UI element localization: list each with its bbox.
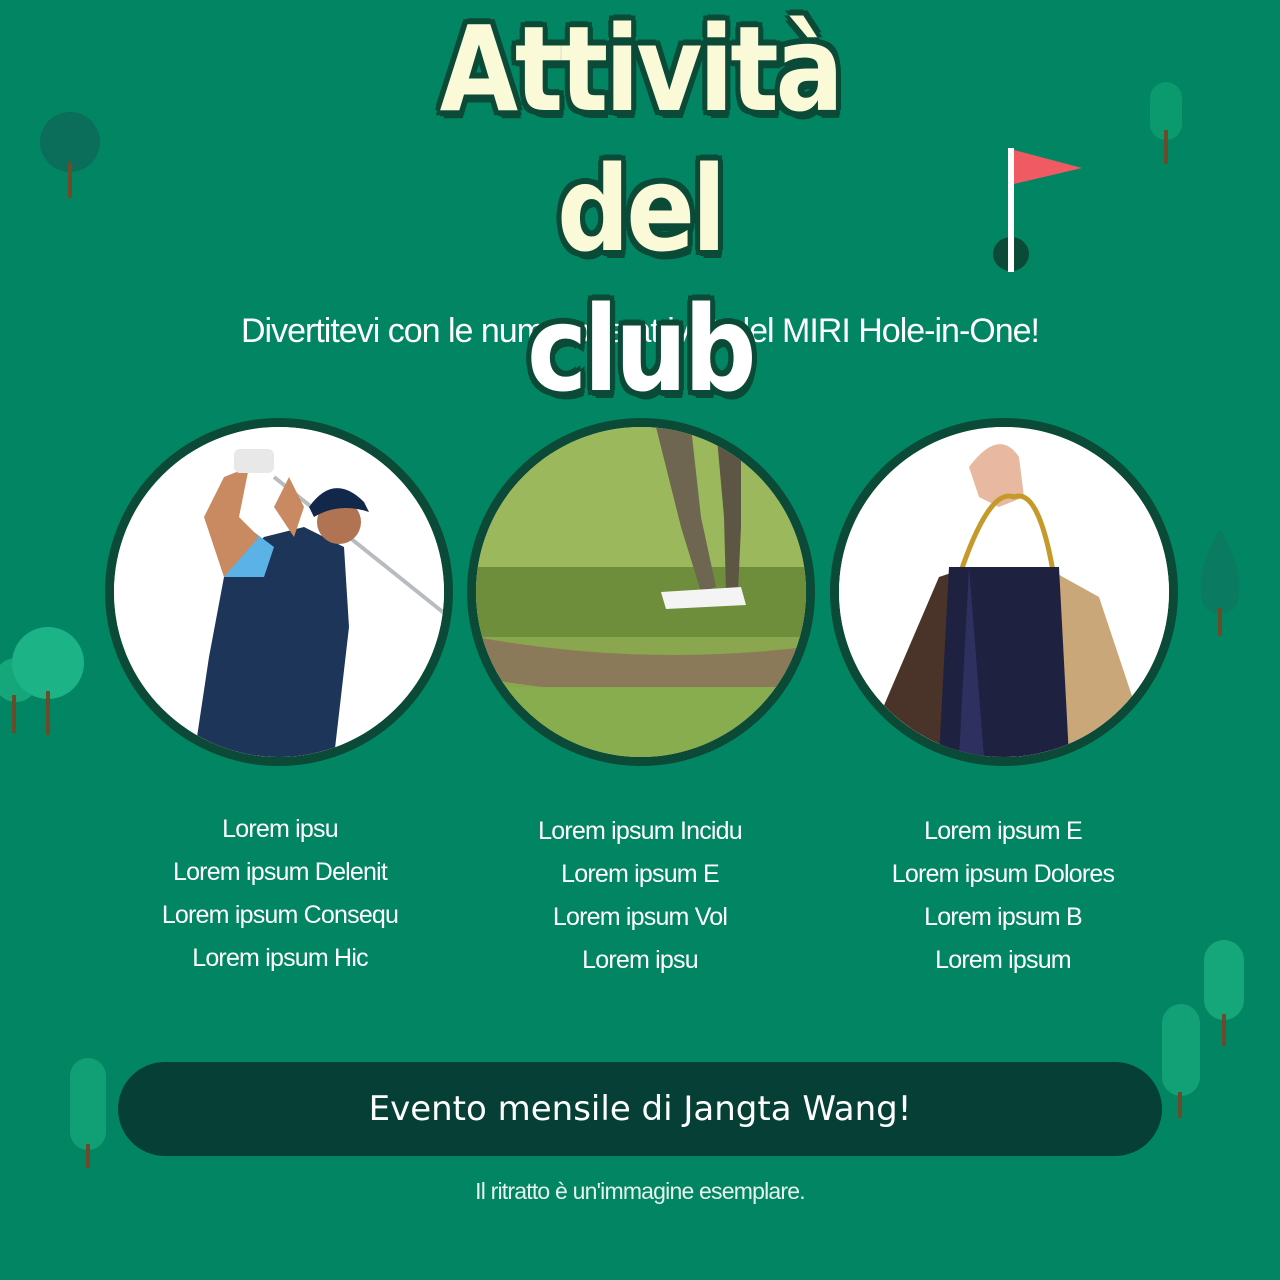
activity-list-1	[90, 808, 470, 980]
golf-course-photo	[467, 418, 815, 766]
tree-icon	[1196, 528, 1244, 638]
list-item: Lorem ipsum Delenit	[172, 858, 388, 886]
list-item: Lorem ipsum	[935, 946, 1071, 974]
page-title-line-1: Attività	[439, 0, 841, 138]
list-item: Lorem ipsum Dolores	[891, 860, 1115, 888]
list-item: Lorem ipsum Vol	[552, 903, 728, 931]
activity-list-3	[813, 810, 1193, 982]
page-title-line-2: del	[557, 140, 723, 278]
disclaimer-note: Il ritratto è un'immagine esemplare.	[475, 1178, 805, 1204]
tree-icon	[0, 625, 90, 740]
list-item: Lorem ipsu	[222, 815, 338, 843]
list-item: Lorem ipsum E	[924, 817, 1082, 845]
list-item: Lorem ipsum Consequ	[161, 901, 399, 929]
tree-icon	[66, 1056, 110, 1170]
list-item: Lorem ipsum Incidu	[538, 817, 742, 845]
list-item: Lorem ipsum B	[924, 903, 1082, 931]
golfer-photo	[105, 418, 453, 766]
activity-list-2	[450, 810, 830, 982]
list-item: Lorem ipsu	[582, 946, 698, 974]
event-banner: Evento mensile di Jangta Wang!	[118, 1062, 1162, 1156]
tree-icon	[1200, 938, 1248, 1048]
page-title-line-3: club	[526, 280, 754, 418]
list-item: Lorem ipsum E	[561, 860, 719, 888]
subtitle: Divertitevi con le numerose attività del MIRI Hole-in-One!	[241, 312, 1039, 350]
list-item: Lorem ipsum Hic	[192, 944, 368, 972]
tree-icon	[1158, 1002, 1204, 1120]
shopping-bags-photo	[830, 418, 1178, 766]
